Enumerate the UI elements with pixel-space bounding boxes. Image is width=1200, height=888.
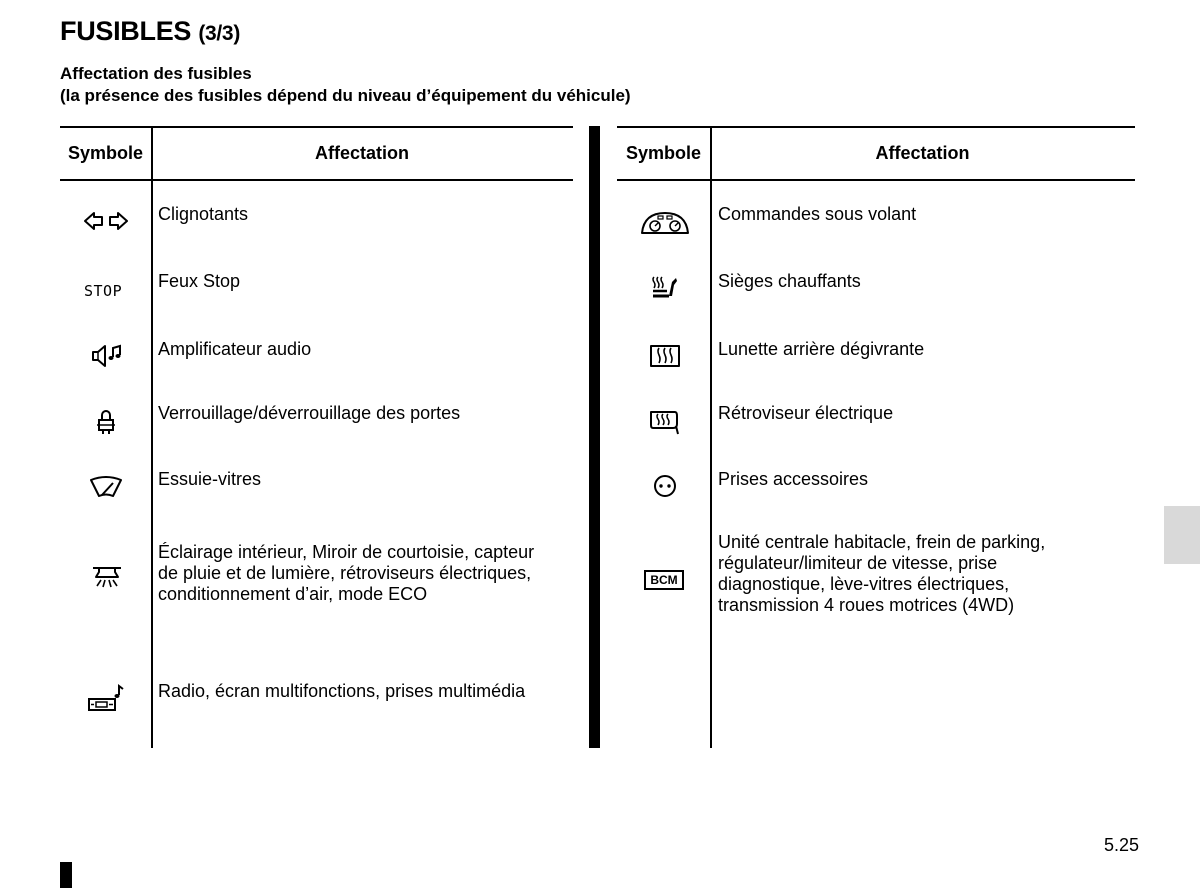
- header-symbol: Symbole: [67, 143, 144, 163]
- row-text-line: Éclairage intérieur, Miroir de courtoisie, capteur: [158, 542, 535, 562]
- stop-lights-icon: STOP: [84, 282, 123, 300]
- row-text-line: transmission 4 roues motrices (4WD): [718, 595, 1015, 615]
- table-top-rule: [617, 126, 1135, 128]
- row-text-line: conditionnement d’air, mode ECO: [158, 584, 428, 604]
- electric-mirror-icon: [649, 408, 683, 436]
- column-divider: [151, 126, 153, 748]
- audio-amplifier-icon: [90, 343, 124, 369]
- row-text: Amplificateur audio: [158, 339, 312, 359]
- interior-light-icon: [90, 565, 124, 591]
- rear-defrost-icon: [648, 343, 682, 369]
- row-text: Rétroviseur électrique: [718, 403, 894, 423]
- row-text: Clignotants: [158, 204, 249, 224]
- section-edge-tab: [1164, 506, 1200, 564]
- row-text-multiline: [718, 532, 1045, 616]
- page-number: 5.25: [1104, 835, 1140, 855]
- title-part: (3/3): [198, 22, 241, 45]
- turn-signals-icon: [83, 210, 129, 232]
- page-title: [60, 16, 240, 47]
- row-text: Radio, écran multifonctions, prises multimédia: [158, 681, 526, 701]
- bcm-icon: BCM: [644, 570, 684, 590]
- row-text-line: diagnostique, lève-vitres électriques,: [718, 574, 1010, 594]
- door-lock-icon: [96, 409, 116, 435]
- accessory-socket-icon: [653, 474, 677, 498]
- page-corner-mark: [60, 862, 72, 888]
- table-header-rule: [60, 179, 573, 181]
- row-text: Feux Stop: [158, 271, 241, 291]
- row-text-line: de pluie et de lumière, rétroviseurs électriques,: [158, 563, 532, 583]
- row-text: Verrouillage/déverrouillage des portes: [158, 403, 461, 423]
- row-text: Essuie-vitres: [158, 469, 262, 489]
- subtitle-line-2: (la présence des fusibles dépend du niveau d’équipement du véhicule): [60, 86, 631, 105]
- row-text: Prises accessoires: [718, 469, 869, 489]
- row-text-multiline: [158, 542, 534, 605]
- center-divider: [589, 126, 600, 748]
- row-text: Commandes sous volant: [718, 204, 917, 224]
- header-symbol: Symbole: [625, 143, 702, 163]
- wiper-icon: [89, 475, 123, 499]
- table-top-rule: [60, 126, 573, 128]
- steering-controls-icon: [640, 210, 690, 236]
- row-text-line: régulateur/limiteur de vitesse, prise: [718, 553, 998, 573]
- title-main: FUSIBLES: [60, 16, 192, 46]
- header-affectation: Affectation: [315, 143, 409, 163]
- radio-icon: [86, 684, 126, 714]
- row-text: Sièges chauffants: [718, 271, 861, 291]
- table-header-rule: [617, 179, 1135, 181]
- heated-seat-icon: [651, 276, 679, 302]
- subtitle-line-1: Affectation des fusibles: [60, 64, 252, 83]
- row-text-line: Unité centrale habitacle, frein de parking,: [718, 532, 1046, 552]
- row-text: Lunette arrière dégivrante: [718, 339, 925, 359]
- subtitle: [60, 63, 631, 107]
- header-affectation: Affectation: [875, 143, 970, 163]
- column-divider: [710, 126, 712, 748]
